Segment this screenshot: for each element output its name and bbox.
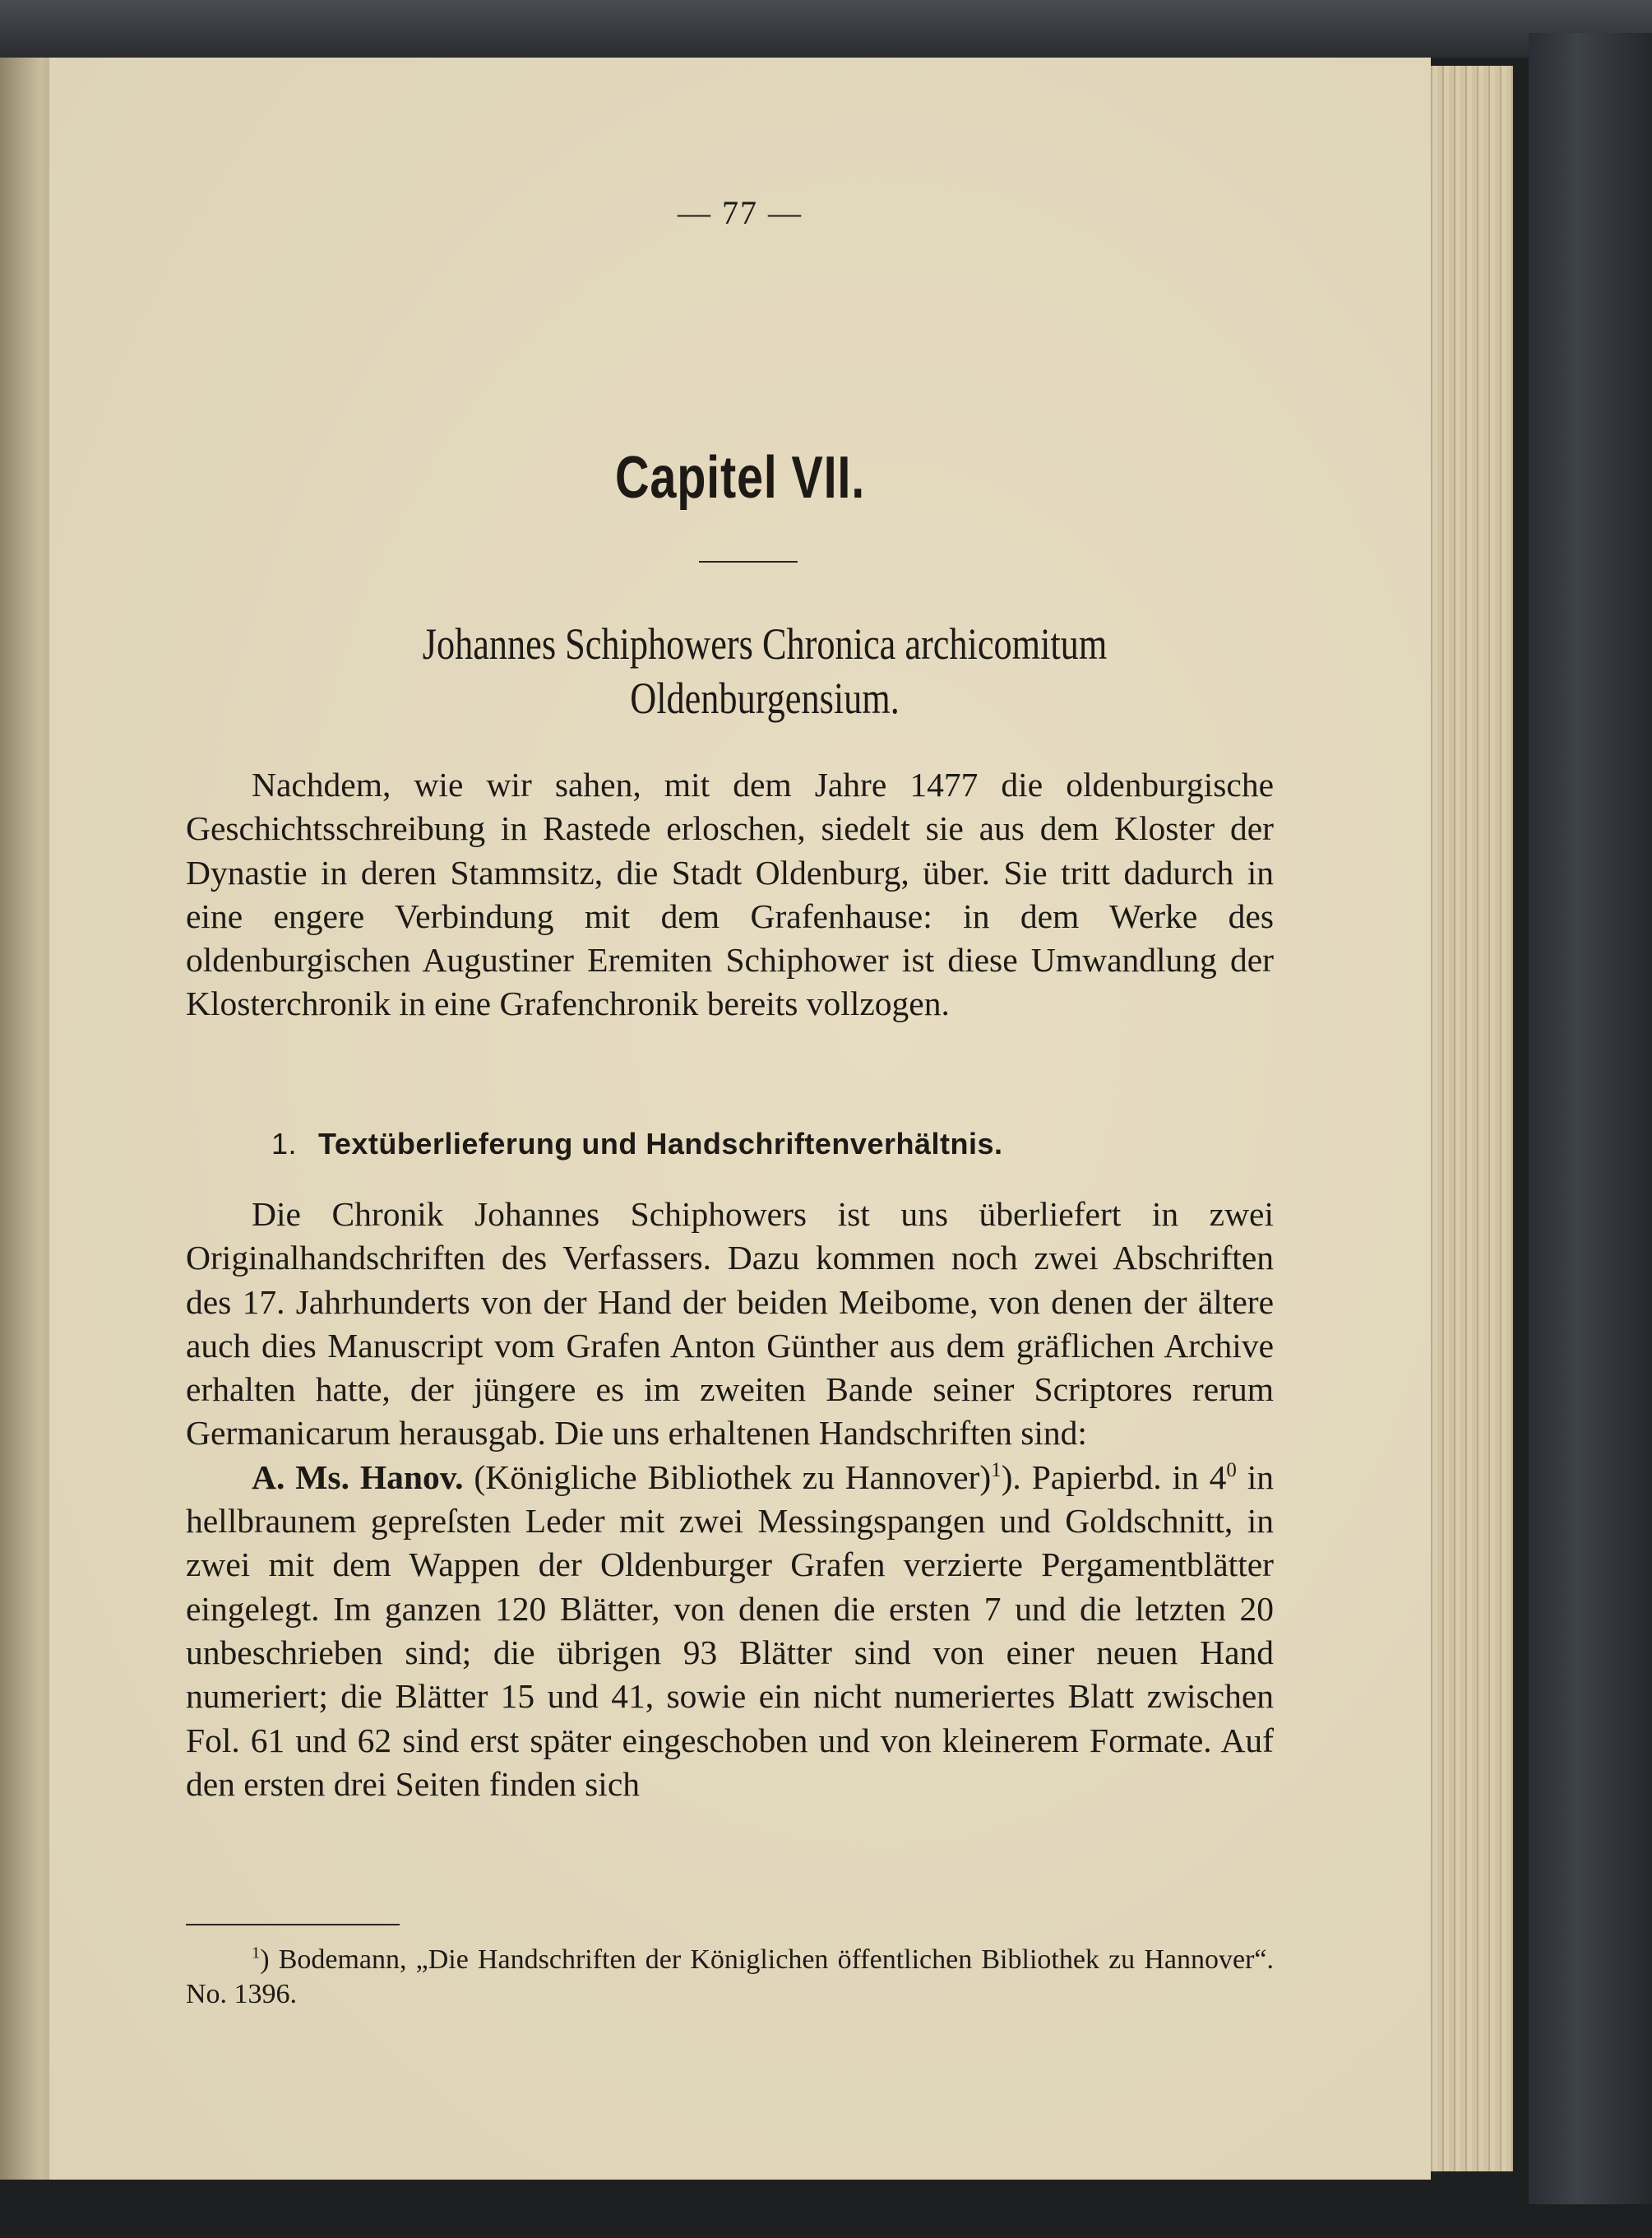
footnote-divider xyxy=(186,1924,400,1925)
manuscript-source: (Königliche Bibliothek zu Hannover) xyxy=(474,1457,992,1496)
footnote-text: ) Bodemann, „Die Handschriften der Königlichen öffentlichen Bibliothek zu Hannover“. No. 1396. xyxy=(186,1944,1274,2009)
page-number: — 77 — xyxy=(678,194,803,231)
chapter-title: Capitel VII. xyxy=(614,445,866,511)
manuscript-text-start: ). Papierbd. in 4 xyxy=(1001,1457,1227,1496)
section-number: 1. xyxy=(271,1127,298,1161)
intro-paragraph: Nachdem, wie wir sahen, mit dem Jahre 1477 die oldenburgische Geschichtsschreibung in Rastede erloschen, siedelt sie aus dem Kloster der Dynastie in deren Stammsitz, die Stadt Oldenburg, über. Sie tritt dadurch in eine engere Verbindung mit dem Grafenhause: in dem Werke des oldenburgischen Augustiner Eremiten Schiphower ist diese Umwandlung der Klosterchronik in eine Grafenchronik bereits vollzogen. xyxy=(186,766,1274,1023)
footnote xyxy=(186,1943,1274,2012)
footnote-marker: 1 xyxy=(252,1944,261,1962)
quarto-degree: 0 xyxy=(1226,1458,1237,1481)
intro-paragraph-block xyxy=(186,763,1274,1026)
subtitle-line-2: Oldenburgensium. xyxy=(630,674,900,723)
chapter-subtitle xyxy=(340,617,1189,725)
book-cover-top-edge xyxy=(0,0,1652,58)
footnote-reference: 1 xyxy=(991,1458,1002,1481)
manuscript-letter: A. xyxy=(252,1457,285,1496)
footnote-text-line xyxy=(186,1943,1274,2012)
section-title: Textüberlieferung und Handschriftenverhältnis. xyxy=(318,1127,1003,1161)
subtitle-line-1: Johannes Schiphowers Chronica archicomitum xyxy=(422,619,1108,669)
title-divider xyxy=(699,561,798,563)
manuscript-entry xyxy=(186,1456,1274,1806)
book-page xyxy=(49,58,1431,2180)
manuscript-label: Ms. Hanov. xyxy=(295,1457,464,1496)
chronik-paragraph: Die Chronik Johannes Schiphowers ist uns überliefert in zwei Originalhandschriften des Verfassers. Dazu kommen noch zwei Abschriften des 17. Jahrhunderts von der Hand der beiden Meibome, von denen der ältere auch dies Manuscript vom Grafen Anton Günther aus dem gräflichen Archive erhalten hatte, der jüngere es im zweiten Bande seiner Scriptores rerum Germanicarum herausgab. Die uns erhaltenen Handschriften sind: xyxy=(186,1195,1274,1453)
chronik-text-block xyxy=(186,1193,1274,1806)
section-heading xyxy=(271,1127,1176,1161)
manuscript-text-rest: in hellbraunem gepreſsten Leder mit zwei Messingspangen und Goldschnitt, in zwei mit dem Wappen der Oldenburger Grafen verzierte Pergamentblätter eingelegt. Im ganzen 120 Blätter, von denen die ersten 7 und die letzten 20 unbeschrieben sind; die übrigen 93 Blätter sind von einer neuen Hand numeriert; die Blätter 15 und 41, sowie ein nicht numeriertes Blatt zwischen Fol. 61 und 62 sind erst später eingeschoben und von kleinerem Formate. Auf den ersten drei Seiten finden sich xyxy=(186,1457,1275,1803)
book-cover-right-edge xyxy=(1529,33,1652,2204)
